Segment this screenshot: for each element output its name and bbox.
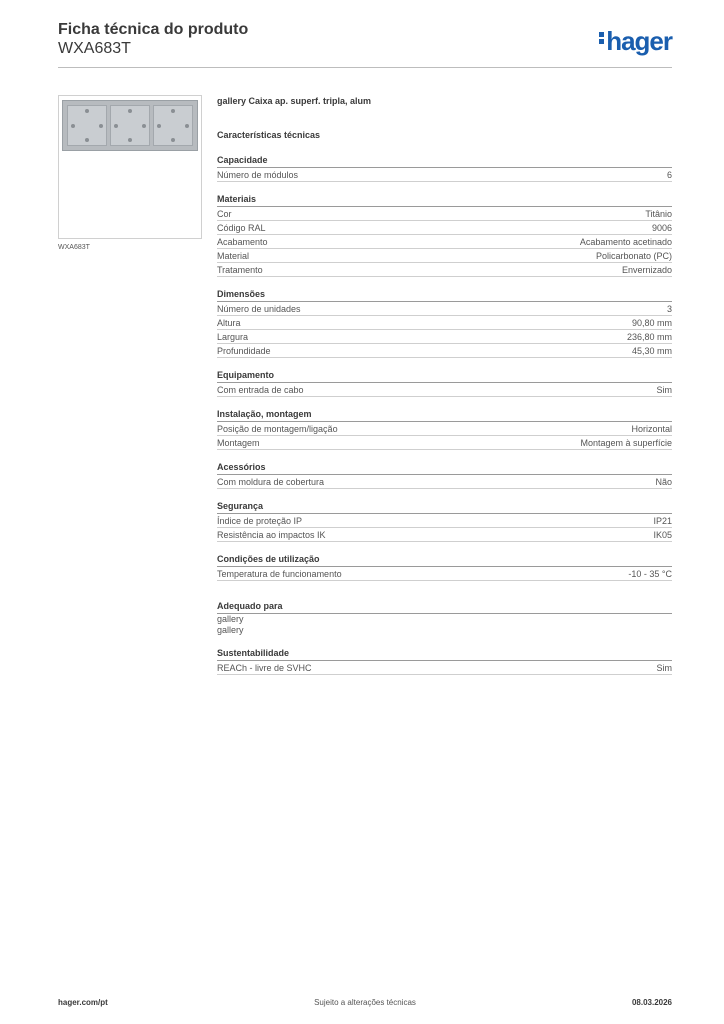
page-header [58,20,672,58]
section-title: Instalação, montagem [217,409,672,422]
spec-row [217,235,672,249]
spec-value: Não [655,477,672,487]
spec-label: REACh - livre de SVHC [217,663,312,673]
spec-value: IP21 [653,516,672,526]
spec-label: Número de módulos [217,170,299,180]
spec-row [217,263,672,277]
spec-label: Tratamento [217,265,263,275]
spec-section [217,501,672,542]
image-caption: WXA683T [58,244,90,251]
spec-value: Montagem à superfície [580,438,672,448]
spec-value: Acabamento acetinado [579,237,672,247]
spec-row [217,221,672,235]
spec-label: Com moldura de cobertura [217,477,325,487]
spec-label: Largura [217,332,249,342]
spec-row [217,330,672,344]
spec-row [217,528,672,542]
spec-section [217,370,672,397]
spec-section [217,289,672,358]
section-title: Capacidade [217,155,672,168]
hager-logo [599,26,672,57]
spec-value: 9006 [651,223,672,233]
spec-row [217,514,672,528]
section-adequado [217,601,672,636]
spec-row [217,661,672,675]
spec-section [217,155,672,182]
spec-row [217,567,672,581]
spec-value: Sim [656,663,672,673]
spec-label: Código RAL [217,223,266,233]
spec-value: 236,80 mm [626,332,672,342]
spec-label: Resistência ao impactos IK [217,530,326,540]
spec-section [217,462,672,489]
product-image-frame [58,95,202,239]
product-name: gallery Caixa ap. superf. tripla, alum [217,96,372,106]
header-divider [58,67,672,68]
footer-date: 08.03.2026 [631,998,672,1007]
section-title: Sustentabilidade [217,648,672,661]
spec-row [217,249,672,263]
spec-label: Número de unidades [217,304,301,314]
spec-value: 90,80 mm [631,318,672,328]
spec-value: -10 - 35 °C [628,569,672,579]
spec-value: 45,30 mm [631,346,672,356]
spec-value: Envernizado [621,265,672,275]
page-title: Ficha técnica do produto [58,21,249,38]
spec-row [217,383,672,397]
spec-label: Posição de montagem/ligação [217,424,338,434]
spec-content [217,96,672,687]
footer-disclaimer: Sujeito a alterações técnicas [314,998,416,1007]
tech-characteristics-title: Características técnicas [217,130,321,140]
spec-row [217,475,672,489]
spec-label: Montagem [217,438,260,448]
spec-label: Acabamento [217,237,268,247]
spec-row [217,302,672,316]
product-code: WXA683T [58,40,131,57]
spec-row [217,422,672,436]
spec-label: Material [217,251,250,261]
spec-label: Altura [217,318,241,328]
logo-text: hager [606,26,672,56]
spec-section [217,554,672,581]
spec-section [217,409,672,450]
section-title: Adequado para [217,601,672,614]
section-sustentabilidade [217,648,672,675]
spec-row [217,436,672,450]
footer-website: hager.com/pt [58,998,108,1007]
spec-sections [217,155,672,581]
spec-row [217,168,672,182]
product-image [62,100,198,151]
spec-row [217,316,672,330]
spec-label: Temperatura de funcionamento [217,569,342,579]
spec-row [217,207,672,221]
spec-row [217,344,672,358]
section-title: Condições de utilização [217,554,672,567]
spec-value: Titânio [645,209,672,219]
section-title: Materiais [217,194,672,207]
spec-section [217,194,672,277]
adequado-item: gallery [217,614,244,624]
spec-label: Cor [217,209,232,219]
spec-label: Profundidade [217,346,271,356]
section-title: Equipamento [217,370,672,383]
spec-value: 3 [666,304,672,314]
spec-label: Índice de proteção IP [217,516,303,526]
spec-value: IK05 [653,530,672,540]
spec-value: Policarbonato (PC) [595,251,672,261]
section-title: Acessórios [217,462,672,475]
section-title: Segurança [217,501,672,514]
spec-value: Sim [656,385,672,395]
spec-value: 6 [666,170,672,180]
section-title: Dimensões [217,289,672,302]
spec-value: Horizontal [631,424,672,434]
adequado-item: gallery [217,625,244,635]
spec-label: Com entrada de cabo [217,385,304,395]
logo-dots-icon [599,30,604,46]
